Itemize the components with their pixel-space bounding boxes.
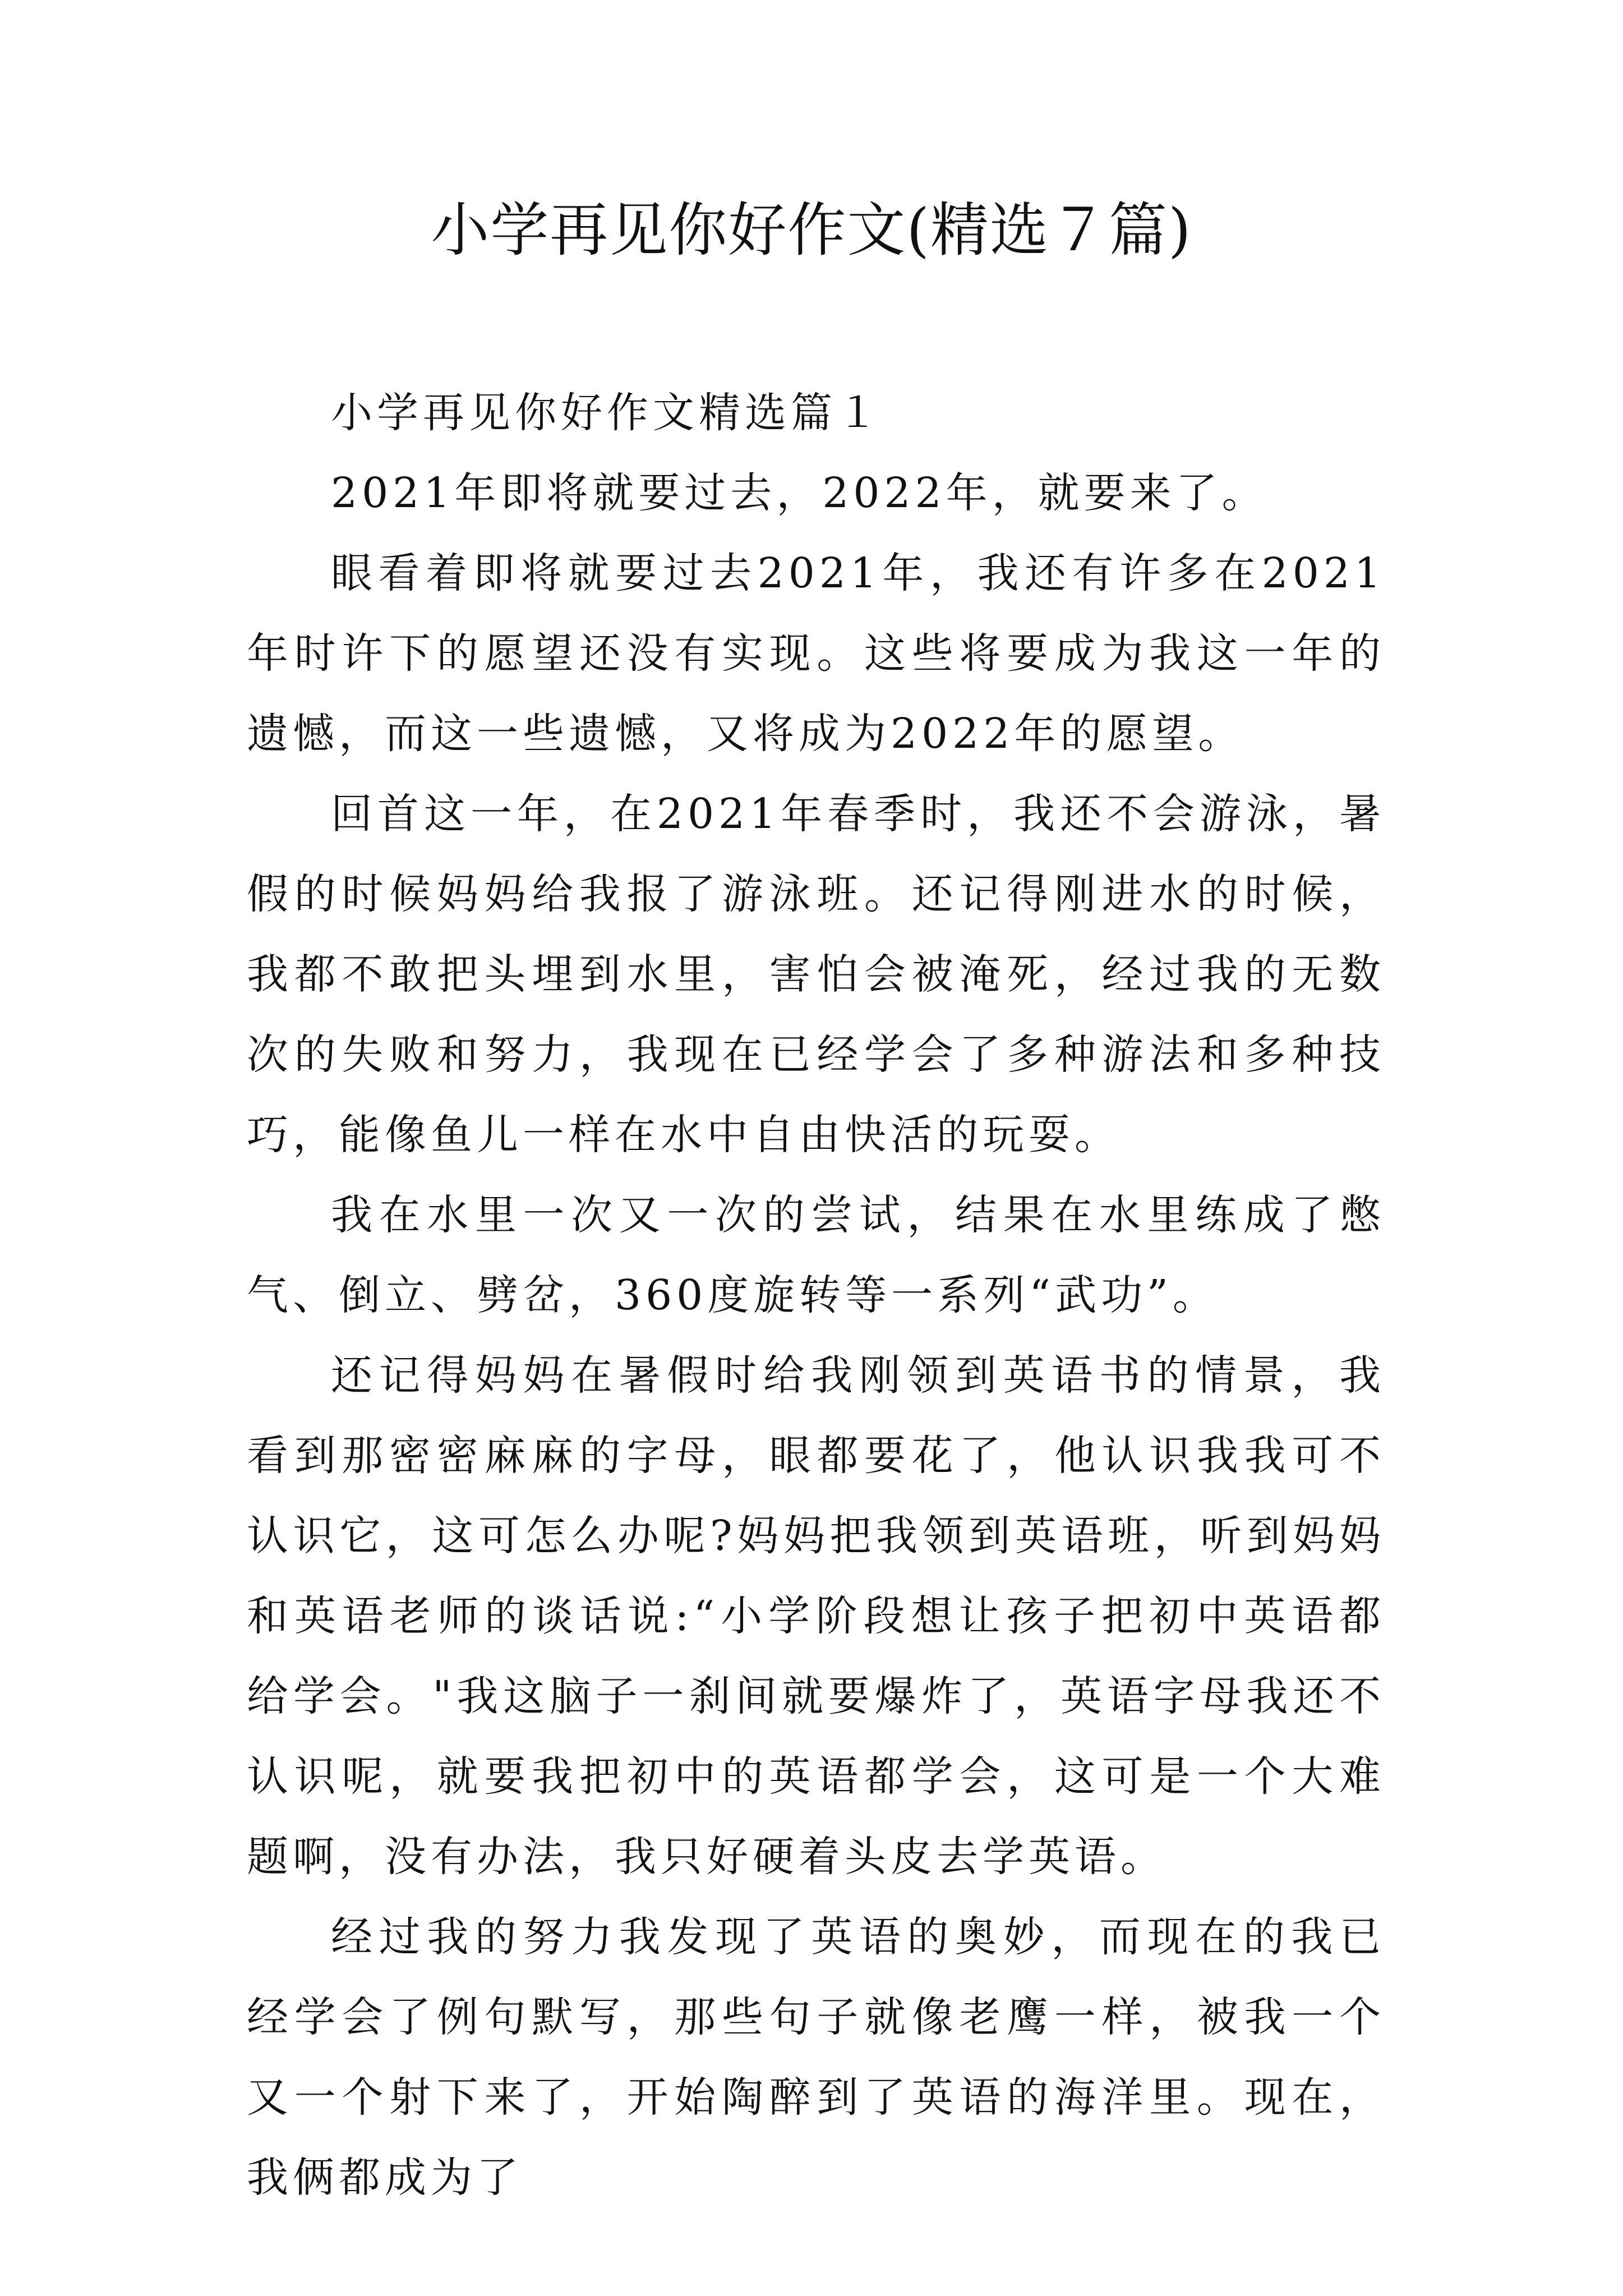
- paragraph: 还记得妈妈在暑假时给我刚领到英语书的情景，我看到那密密麻麻的字母，眼都要花了，他认识我我可不认识它，这可怎么办呢?妈妈把我领到英语班，听到妈妈和英语老师的谈话说:“小学阶段想让孩子把初中英语都给学会。"我这脑子一刹间就要爆炸了，英语字母我还不认识呢，就要我把初中的英语都学会，这可是一个大难题啊，没有办法，我只好硬着头皮去学英语。: [247, 1351, 1385, 1881]
- paragraph: 回首这一年，在2021年春季时，我还不会游泳，暑假的时候妈妈给我报了游泳班。还记得刚进水的时候，我都不敢把头埋到水里，害怕会被淹死，经过我的无数次的失败和努力，我现在已经学会了多种游法和多种技巧，能像鱼儿一样在水中自由快活的玩耍。: [247, 790, 1385, 1159]
- paragraph: 2021年即将就要过去，2022年，就要来了。: [331, 469, 1268, 517]
- section-heading: 小学再见你好作文精选篇１: [331, 389, 883, 437]
- document-title: 小学再见你好作文(精选７篇): [431, 196, 1192, 264]
- paragraph: 我在水里一次又一次的尝试，结果在水里练成了憋气、倒立、劈岔，360度旋转等一系列“武功”。: [247, 1191, 1385, 1319]
- paragraph: 眼看着即将就要过去2021年，我还有许多在2021年时许下的愿望还没有实现。这些将要成为我这一年的遗憾，而这一些遗憾，又将成为2022年的愿望。: [247, 549, 1385, 758]
- paragraph: 经过我的努力我发现了英语的奥妙，而现在的我已经学会了例句默写，那些句子就像老鹰一样，被我一个又一个射下来了，开始陶醉到了英语的海洋里。现在，我俩都成为了: [247, 1913, 1385, 2202]
- document-body: [247, 373, 1385, 2218]
